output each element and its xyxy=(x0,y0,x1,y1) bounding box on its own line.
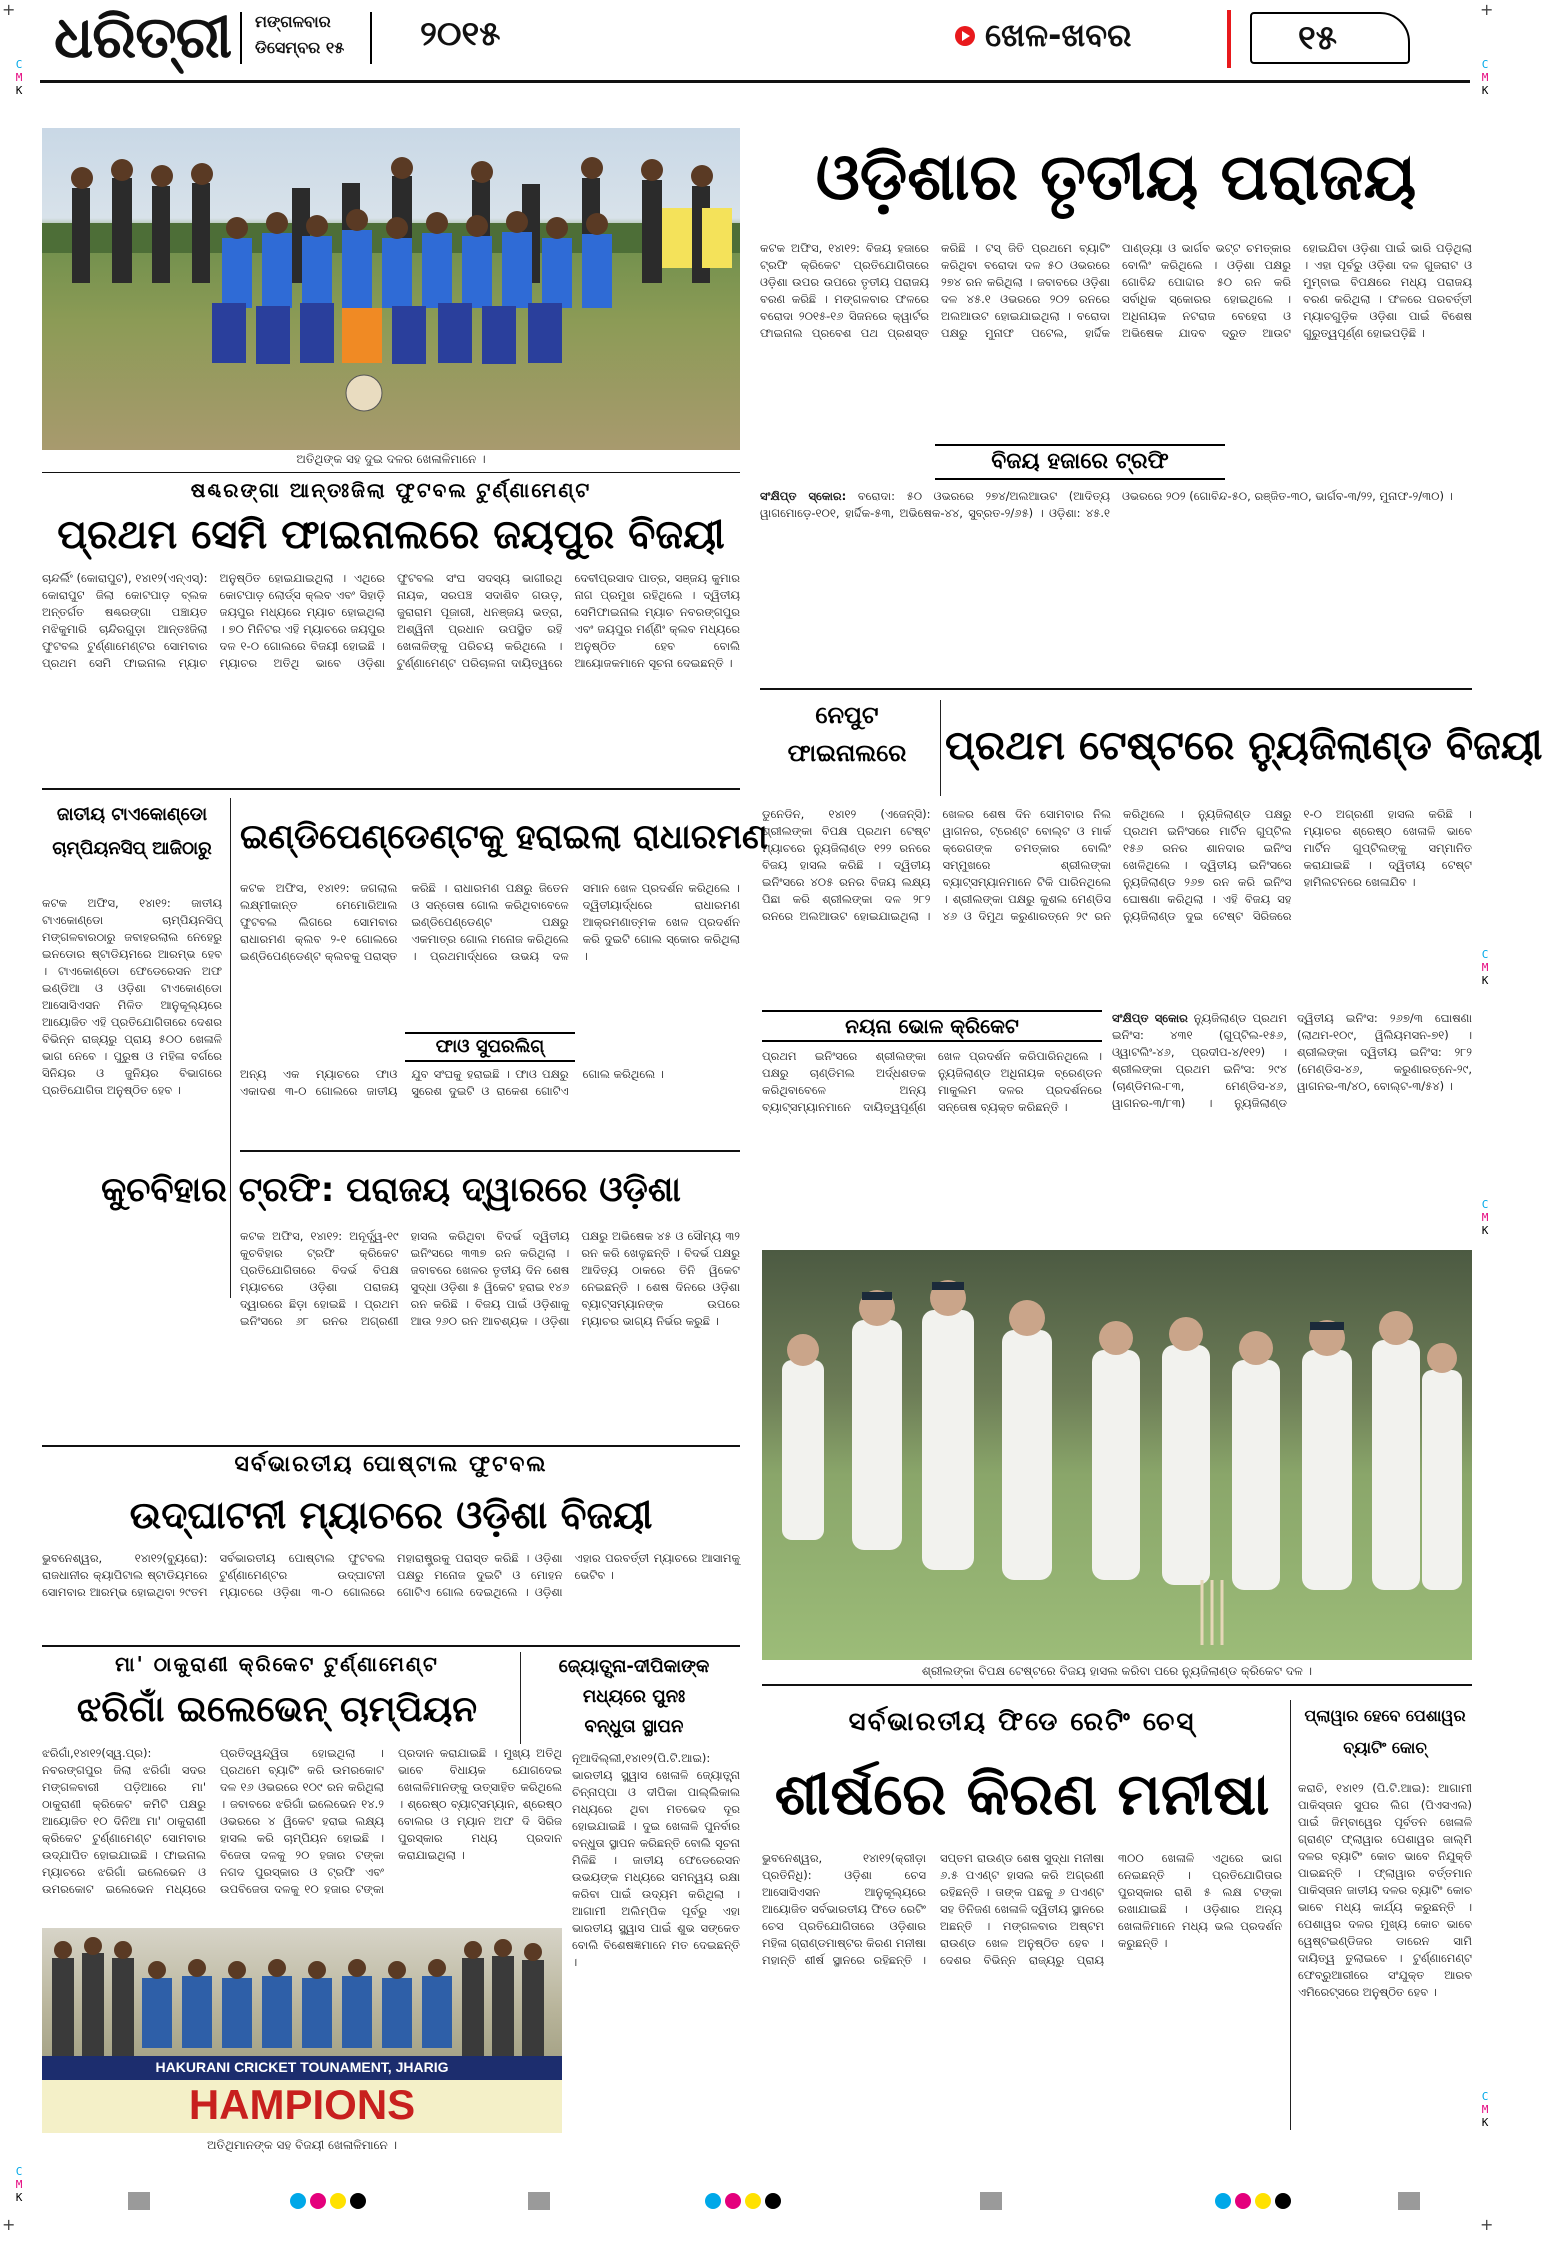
print-color-bar xyxy=(0,2180,1500,2220)
chess-kicker: ସର୍ବଭାରତୀୟ ଫିଡେ ରେଟିଂ ଚେସ୍ xyxy=(848,1707,1196,1737)
magenta-dot xyxy=(310,2193,326,2209)
jharigaon-team-photo xyxy=(42,1928,562,2133)
peshawar-body: କରାଚି, ୧୪ା୧୨ (ପି.ଟି.ଆଇ): ଆଗାମୀ ପାକିସ୍ତାନ ସୁପର ଲିଗ (ପିଏସଏଲ) ପାଇଁ ଜିମ୍ବାୱେର ପୂର୍ବତନ ଖେଳାଳି ଗ୍ରାଣ୍ଟ ଫ୍ଲାୱାର ପେଶାୱର ଜାଲ୍ମି ଦଳର ବ୍ୟାଟିଂ କୋଚ ଭାବେ ନିଯୁକ୍ତି ପାଇଛନ୍ତି । ଫ୍ଲାୱାର ବର୍ତ୍ତମାନ ପାକିସ୍ତାନ ଜାତୀୟ ଦଳର ବ୍ୟାଟିଂ କୋଚ ଭାବେ ମଧ୍ୟ କାର୍ଯ୍ୟ କରୁଛନ୍ତି । ପେଶାୱର ଦଳର ମୁଖ୍ୟ କୋଚ ଭାବେ ୱେଷ୍ଟଇଣ୍ଡିଜର ଡାରେନ ସାମି ଦାୟିତ୍ୱ ତୁଲାଇବେ । ଟୁର୍ଣ୍ଣାମେଣ୍ଟ ଫେବ୍ରୁଆରୀରେ ସଂଯୁକ୍ତ ଆରବ ଏମିରେଟ୍ସରେ ଅନୁଷ୍ଠିତ ହେବ । xyxy=(1298,1781,1472,1999)
odisha-subhead-box xyxy=(935,444,1225,480)
nz-kicker-box xyxy=(762,696,932,796)
jyotsna-kicker-box xyxy=(528,1652,740,1744)
semifinal-body: ଚାନ୍ଦର୍ଲିଂ (କୋରାପୁଟ), ୧୪ା୧୨(ଏନ୍‌ଏସ୍‌): କୋରାପୁଟ ଜିଲା କୋଟପାଡ଼ ବ୍ଲକ ଅନ୍ତର୍ଗତ ଷଣ୍ଢରଙ୍ଗା ପଞ୍ଚାୟତ ମଝିକୁମାରି ଚାନ୍ଦିରଗୁଡ଼ା ଆନ୍ତଃଜିଲା ଫୁଟବଲ ଟୁର୍ଣ୍ଣାମେଣ୍ଟର ସୋମବାର ପ୍ରଥମ ସେମି ଫାଇନାଲ ମ୍ୟାଚ ଅନୁଷ୍ଠିତ ହୋଇଯାଇଥିଲା । ଏଥିରେ କୋଟପାଡ଼ ଲୋର୍ଡ୍‌ସ କ୍ଲବ ଏବଂ ସିହାଡ଼ି ଜୟପୁର ମଧ୍ୟରେ ମ୍ୟାଚ ହୋଇଥିଲା । ୭୦ ମିନିଟର ଏହି ମ୍ୟାଚରେ ଜୟପୁର ଦଳ ୧-୦ ଗୋଲରେ ବିଜୟୀ ହୋଇଛି । ମ୍ୟାଚର ଅତିଥି ଭାବେ ଓଡ଼ିଶା ଫୁଟବଲ ସଂଘ ସଦସ୍ୟ ଭାଗୀରଥି ନାୟକ, ସରପଞ୍ଚ ସଦାଶିବ ଗଉଡ଼, ଜୁରାରାମ ପୂଜାରୀ, ଧନଞ୍ଜୟ ଭତ୍ରା, ଅଶ୍ୱିନୀ ପ୍ରଧାନ ଉପସ୍ଥିତ ରହି ଖେଳାଳିଙ୍କୁ ପରିଚୟ କରିଥିଲେ । ଟୁର୍ଣ୍ଣାମେଣ୍ଟ ପରିଚାଳନା ଦାୟିତ୍ୱରେ ଦେବୀପ୍ରସାଦ ପାତ୍ର, ସଞ୍ଜୟ କୁମାର ନାଗ ପ୍ରମୁଖ ରହିଥିଲେ । ଦ୍ୱିତୀୟ ସେମିଫାଇନାଲ ମ୍ୟାଚ ନବରଙ୍ଗପୁର ଏବଂ ଜୟପୁର ମର୍ଣ୍ଣିଂ କ୍ଲବ ମଧ୍ୟରେ ଅନୁଷ୍ଠିତ ହେବ ବୋଲି ଆୟୋଜକମାନେ ସୂଚନା ଦେଇଛନ୍ତି । xyxy=(42,571,740,670)
postal-kicker: ସର୍ବଭାରତୀୟ ପୋଷ୍ଟାଲ ଫୁଟବଲ xyxy=(234,1452,548,1477)
crop-mark-tl: + xyxy=(2,0,16,19)
odisha-scores xyxy=(760,488,1472,678)
jyotsna-kicker-3: ବନ୍ଧୁତା ସ୍ଥାପନ xyxy=(584,1716,684,1737)
registration-mark-left-bottom: C M K xyxy=(15,2165,23,2204)
nz-body: ଡୁନେଡିନ, ୧୪ା୧୨ (ଏଜେନ୍ସି): ଶ୍ରୀଲଙ୍କା ବିପକ୍ଷ ପ୍ରଥମ ଟେଷ୍ଟ ମ୍ୟାଚରେ ନ୍ୟୁଜିଲାଣ୍ଡ ୧୨୨ ରନରେ ବିଜୟ ହାସଲ କରିଛି । ଦ୍ୱିତୀୟ ଇନିଂସରେ ୪୦୫ ରନର ବିଜୟ ଲକ୍ଷ୍ୟ ପିଛା କରି ଶ୍ରୀଲଙ୍କା ଦଳ ୨୮୨ ରନରେ ଅଲଆଉଟ ହୋଇଯାଇଥିଲା । ଖେଳର ଶେଷ ଦିନ ସୋମବାର ନିଲ ୱାଗନର, ଟ୍ରେଣ୍ଟ ବୋଲ୍ଟ ଓ ମାର୍କ କ୍ରେଗଙ୍କ ଚମତ୍କାର ବୋଲିଂ ସମ୍ମୁଖରେ ଶ୍ରୀଲଙ୍କା ବ୍ୟାଟ୍ସମ୍ୟାନମାନେ ଟିକି ପାରିନଥିଲେ । ଶ୍ରୀଲଙ୍କା ପକ୍ଷରୁ କୁଶଲ ମେଣ୍ଡିସ ୪୬ ଓ ଦିମୁଥ କରୁଣାରତ୍ନେ ୨୯ ରନ କରିଥିଲେ । ନ୍ୟୁଜିଲାଣ୍ଡ ପକ୍ଷରୁ ପ୍ରଥମ ଇନିଂସରେ ମାର୍ଟିନ ଗୁପ୍ଟିଲ ୧୫୬ ରନର ଶାନଦାର ଇନିଂସ ଖେଳିଥିଲେ । ଦ୍ୱିତୀୟ ଇନିଂସରେ ନ୍ୟୁଜିଲାଣ୍ଡ ୨୬୭ ରନ କରି ଇନିଂସ ଘୋଷଣା କରିଥିଲା । ଏହି ବିଜୟ ସହ ନ୍ୟୁଜିଲାଣ୍ଡ ଦୁଇ ଟେଷ୍ଟ ସିରିଜରେ ୧-୦ ଅଗ୍ରଣୀ ହାସଲ କରିଛି । ମ୍ୟାଚର ଶ୍ରେଷ୍ଠ ଖେଳାଳି ଭାବେ ମାର୍ଟିନ ଗୁପ୍ଟିଲଙ୍କୁ ସମ୍ମାନିତ କରାଯାଇଛି । ଦ୍ୱିତୀୟ ଟେଷ୍ଟ ହାମିଲଟନରେ ଖେଳାଯିବ । xyxy=(762,807,1472,923)
cricketers-figures xyxy=(762,1250,1472,1660)
jharigaon-photo-caption: ଅତିଥିମାନଙ୍କ ସହ ବିଜୟୀ ଖେଳାଳିମାନେ । xyxy=(206,2138,398,2152)
masthead-year: ୨୦୧୫ xyxy=(420,14,501,54)
radharaman-body: କଟକ ଅଫିସ, ୧୪ା୧୨: ଜଗଲାଲ ଲକ୍ଷ୍ମୀକାନ୍ତ ମେମୋରିଆଲ ଫୁଟବଲ ଲିଗରେ ସୋମବାର ରାଧାରମଣ କ୍ଲବ ୨-୧ ଗୋଲରେ ଇଣ୍ଡିପେଣ୍ଡେଣ୍ଟ କ୍ଲବକୁ ପରାସ୍ତ କରିଛି । ରାଧାରମଣ ପକ୍ଷରୁ ଜିତେନ ଓ ସନ୍ତୋଷ ଗୋଲ କରିଥିବାବେଳେ ଇଣ୍ଡିପେଣ୍ଡେଣ୍ଟ ପକ୍ଷରୁ ଏକମାତ୍ର ଗୋଲ ମନୋଜ କରିଥିଲେ । ପ୍ରଥମାର୍ଦ୍ଧରେ ଉଭୟ ଦଳ ସମାନ ଖେଳ ପ୍ରଦର୍ଶନ କରିଥିଲେ । ଦ୍ୱିତୀୟାର୍ଦ୍ଧରେ ରାଧାରମଣ ଆକ୍ରମଣାତ୍ମକ ଖେଳ ପ୍ରଦର୍ଶନ କରି ଦୁଇଟି ଗୋଲ ସ୍କୋର କରିଥିଲା । xyxy=(240,881,740,963)
crop-mark-bl: + xyxy=(2,2215,16,2234)
odisha-subhead: ବିଜୟ ହଜାରେ ଟ୍ରଫି xyxy=(991,449,1169,474)
newspaper-logo: ଧରିତ୍ରୀ xyxy=(54,3,232,71)
masthead-rule xyxy=(40,80,1470,83)
nz-subhead-body: ପ୍ରଥମ ଇନିଂସରେ ଶ୍ରୀଲଙ୍କା ପକ୍ଷରୁ ଚାଣ୍ଡିମଲ ଅର୍ଦ୍ଧଶତକ କରିଥିବାବେଳେ ଅନ୍ୟ ବ୍ୟାଟ୍ସମ୍ୟାନମାନେ ଦାୟିତ୍ୱପୂର୍ଣ୍ଣ ଖେଳ ପ୍ରଦର୍ଶନ କରିପାରିନଥିଲେ । ନ୍ୟୁଜିଲାଣ୍ଡ ଅଧିନାୟକ ବ୍ରେଣ୍ଡନ ମାକୁଲମ ଦଳର ପ୍ରଦର୍ଶନରେ ସନ୍ତୋଷ ବ୍ୟକ୍ତ କରିଛନ୍ତି । xyxy=(762,1049,1102,1114)
odisha-scores-label: ସଂକ୍ଷିପ୍ତ ସ୍କୋର: xyxy=(760,489,847,503)
judo-kicker-box xyxy=(42,798,222,888)
radharaman-subhead: ଫାଓ ସୁପରଲିଗ୍ xyxy=(435,1036,545,1057)
masthead xyxy=(40,4,1470,74)
judo-kicker-1: ଜାତୀୟ ଟାଏକୋଣ୍ଡୋ xyxy=(56,804,208,825)
postal-headline: ଉଦ୍‌ଘାଟନୀ ମ୍ୟାଚରେ ଓଡ଼ିଶା ବିଜୟୀ xyxy=(129,1493,653,1537)
chess-headline: ଶୀର୍ଷରେ କିରଣ ମନୀଷା xyxy=(774,1760,1270,1828)
yellow-dot xyxy=(330,2193,346,2209)
nz-scores-text: ନ୍ୟୁଜିଲାଣ୍ଡ ପ୍ରଥମ ଇନିଂସ: ୪୩୧ (ଗୁପ୍ଟିଲ-୧୫୬, ଓ୍ୱାଟଲିଂ-୪୬, ପ୍ରଦୀପ-୪/୧୧୨) । ଶ୍ରୀଲଙ୍କା ପ୍ରଥମ ଇନିଂସ: ୨୯୪ (ଚାଣ୍ଡିମଲ-୮୩, ମେଣ୍ଡିସ-୪୬, ୱାଗନର-୩/୮୩) । ନ୍ୟୁଜିଲାଣ୍ଡ ଦ୍ୱିତୀୟ ଇନିଂସ: ୨୬୭/୩ ଘୋଷଣା (ଲାଥମ-୧୦୯, ୱିଲିୟମସନ-୭୧) । ଶ୍ରୀଲଙ୍କା ଦ୍ୱିତୀୟ ଇନିଂସ: ୨୮୨ (ମେଣ୍ଡିସ-୪୬, କରୁଣାରତ୍ନେ-୨୯, ୱାଗନର-୩/୪୦, ବୋଲ୍ଟ-୩/୫୪) । xyxy=(1112,1011,1472,1110)
radharaman-sub-body: ଅନ୍ୟ ଏକ ମ୍ୟାଚରେ ଫାଓ ଏକାଦଶ ୩-୦ ଗୋଲରେ ଜାତୀୟ ଯୁବ ସଂଘକୁ ହରାଇଛି । ଫାଓ ପକ୍ଷରୁ ସୁରେଶ ଦୁଇଟି ଓ ରାକେଶ ଗୋଟିଏ ଗୋଲ କରିଥିଲେ । xyxy=(240,1067,664,1098)
team-photo-figures xyxy=(42,128,740,450)
black-dot xyxy=(350,2193,366,2209)
nz-subhead-box xyxy=(762,1010,1102,1042)
coochbehar-body: କଟକ ଅଫିସ, ୧୪ା୧୨: ଅନୂର୍ଦ୍ଧ୍ୱ-୧୯ କୁଚବିହାର ଟ୍ରଫି କ୍ରିକେଟ ପ୍ରତିଯୋଗିତାରେ ବିଦର୍ଭ ବିପକ୍ଷ ମ୍ୟାଚରେ ଓଡ଼ିଶା ପରାଜୟ ଦ୍ୱାରରେ ଛିଡ଼ା ହୋଇଛି । ପ୍ରଥମ ଇନିଂସରେ ୬୮ ରନର ଅଗ୍ରଣୀ ହାସଲ କରିଥିବା ବିଦର୍ଭ ଦ୍ୱିତୀୟ ଇନିଂସରେ ୩୩୭ ରନ କରିଥିଲା । ଜବାବରେ ଖେଳର ତୃତୀୟ ଦିନ ଶେଷ ସୁଦ୍ଧା ଓଡ଼ିଶା ୫ ୱିକେଟ ହରାଇ ୧୪୬ ରନ କରିଛି । ବିଜୟ ପାଇଁ ଓଡ଼ିଶାକୁ ଆଉ ୨୬୦ ରନ ଆବଶ୍ୟକ । ଓଡ଼ିଶା ପକ୍ଷରୁ ଅଭିଷେକ ୪୫ ଓ ସୌମ୍ୟ ୩୨ ରନ କରି ଖେଳୁଛନ୍ତି । ବିଦର୍ଭ ପକ୍ଷରୁ ଆଦିତ୍ୟ ଠାକରେ ତିନି ୱିକେଟ ନେଇଛନ୍ତି । ଶେଷ ଦିନରେ ଓଡ଼ିଶା ବ୍ୟାଟ୍ସମ୍ୟାନଙ୍କ ଉପରେ ମ୍ୟାଚର ଭାଗ୍ୟ ନିର୍ଭର କରୁଛି । xyxy=(240,1229,740,1328)
radharaman-subhead-box xyxy=(405,1032,575,1062)
jyotsna-kicker-2: ମଧ୍ୟରେ ପୁନଃ xyxy=(582,1686,686,1707)
postal-body: ଭୁବନେଶ୍ୱର, ୧୪ା୧୨(ବ୍ୟୁରୋ): ରାଜଧାନୀର କ୍ୟାପିଟାଲ ଷ୍ଟାଡିୟମରେ ସୋମବାର ଆରମ୍ଭ ହୋଇଥିବା ୨୯ତମ ସର୍ବଭାରତୀୟ ପୋଷ୍ଟାଲ ଫୁଟବଲ ଟୁର୍ଣ୍ଣାମେଣ୍ଟର ଉଦ୍‌ଘାଟନୀ ମ୍ୟାଚରେ ଓଡ଼ିଶା ୩-୦ ଗୋଲରେ ମହାରାଷ୍ଟ୍ରକୁ ପରାସ୍ତ କରିଛି । ଓଡ଼ିଶା ପକ୍ଷରୁ ମନୋଜ ଦୁଇଟି ଓ ମୋହନ ଗୋଟିଏ ଗୋଲ ଦେଇଥିଲେ । ଓଡ଼ିଶା ଏହାର ପରବର୍ତ୍ତୀ ମ୍ୟାଚରେ ଆସାମକୁ ଭେଟିବ । xyxy=(42,1551,740,1599)
football-team-photo xyxy=(42,128,740,450)
peshawar-kicker-2: ବ୍ୟାଟିଂ କୋଚ୍ xyxy=(1343,1738,1427,1757)
nz-kicker-1: ନେପୁଟ xyxy=(815,701,879,729)
semifinal-headline: ପ୍ରଥମ ସେମି ଫାଇନାଲରେ ଜୟପୁର ବିଜୟୀ xyxy=(57,512,725,558)
registration-mark-left-top: C M K xyxy=(15,58,23,97)
nz-kicker-2: ଫାଇନାଲରେ xyxy=(787,739,907,767)
crop-mark-br: + xyxy=(1480,2215,1494,2234)
semifinal-kicker: ଷଣ୍ଢରଙ୍ଗା ଆନ୍ତଃଜିଲା ଫୁଟବଲ ଟୁର୍ଣ୍ଣାମେଣ୍ଟ xyxy=(190,478,592,502)
registration-mark-right-mid1: C M K xyxy=(1481,948,1489,987)
radharaman-headline: ଇଣ୍ଡିପେଣ୍ଡେଣ୍ଟକୁ ହରାଇଲା ରାଧାରମଣ xyxy=(240,817,768,857)
nz-photo-caption: ଶ୍ରୀଲଙ୍କା ବିପକ୍ଷ ଟେଷ୍ଟରେ ବିଜୟ ହାସଲ କରିବା ପରେ ନ୍ୟୁଜିଲାଣ୍ଡ କ୍ରିକେଟ ଦଳ । xyxy=(921,1664,1313,1678)
masthead-date: ଡିସେମ୍ବର ୧୫ xyxy=(255,38,345,57)
odisha-body: କଟକ ଅଫିସ, ୧୪ା୧୨: ବିଜୟ ହଜାରେ ଟ୍ରଫି କ୍ରିକେଟ ପ୍ରତିଯୋଗିତାରେ ଓଡ଼ିଶା ଉପର ଉପରେ ତୃତୀୟ ପରାଜୟ ବରଣ କରିଛି । ମଙ୍ଗଳବାର ଫଳରେ ବରୋଦା ୨୦୧୫-୧୬ ସିଜନରେ କ୍ୱାର୍ଟର ଫାଇନାଲ ପ୍ରବେଶ ପଥ ପ୍ରଶସ୍ତ କରିଛି । ଟସ୍ ଜିତି ପ୍ରଥମେ ବ୍ୟାଟିଂ କରିଥିବା ବରୋଦା ଦଳ ୫୦ ଓଭରରେ ୨୭୪ ରନ କରିଥିଲା । ଜବାବରେ ଓଡ଼ିଶା ଦଳ ୪୫.୧ ଓଭରରେ ୨୦୨ ରନରେ ଅଲଆଉଟ ହୋଇଯାଇଥିଲା । ବରୋଦା ପକ୍ଷରୁ ମୁନାଫ ପଟେଲ, ହାର୍ଦ୍ଦିକ ପାଣ୍ଡ୍ୟା ଓ ଭାର୍ଗବ ଭଟ୍ଟ ଚମତ୍କାର ବୋଲିଂ କରିଥିଲେ । ଓଡ଼ିଶା ପକ୍ଷରୁ ଗୋବିନ୍ଦ ପୋଦ୍ଦାର ୫୦ ରନ କରି ସର୍ବାଧିକ ସ୍କୋରର ହୋଇଥିଲେ । ଅଧିନାୟକ ନଟରାଜ ବେହେରା ଓ ଅଭିଷେକ ଯାଦବ ଦ୍ରୁତ ଆଉଟ ହୋଇଯିବା ଓଡ଼ିଶା ପାଇଁ ଭାରି ପଡ଼ିଥିଲା । ଏହା ପୂର୍ବରୁ ଓଡ଼ିଶା ଦଳ ଗୁଜରାଟ ଓ ମୁମ୍ବାଇ ବିପକ୍ଷରେ ମଧ୍ୟ ପରାଜୟ ବରଣ କରିଥିଲା । ଫଳରେ ପରବର୍ତ୍ତୀ ମ୍ୟାଚଗୁଡ଼ିକ ଓଡ଼ିଶା ପାଇଁ ବିଶେଷ ଗୁରୁତ୍ୱପୂର୍ଣ୍ଣ ହୋଇପଡ଼ିଛି । xyxy=(760,241,1472,340)
jharigaon-banner-line1: HAKURANI CRICKET TOUNAMENT, JHARIG xyxy=(155,2059,449,2075)
nz-headline: ପ୍ରଥମ ଟେଷ୍ଟରେ ନ୍ୟୁଜିଲାଣ୍ଡ ବିଜୟୀ xyxy=(945,723,1542,769)
chess-body: ଭୁବନେଶ୍ୱର, ୧୪ା୧୨(କ୍ରୀଡ଼ା ପ୍ରତିନିଧି): ଓଡ଼ିଶା ଚେସ ଆସୋସିଏସନ ଆନୁକୂଲ୍ୟରେ ଆୟୋଜିତ ସର୍ବଭାରତୀୟ ଫିଡେ ରେଟିଂ ଚେସ ପ୍ରତିଯୋଗିତାରେ ଓଡ଼ିଶାର ମହିଳା ଗ୍ରାଣ୍ଡମାଷ୍ଟର କିରଣ ମନୀଷା ମହାନ୍ତି ଶୀର୍ଷ ସ୍ଥାନରେ ରହିଛନ୍ତି । ସପ୍ତମ ରାଉଣ୍ଡ ଶେଷ ସୁଦ୍ଧା ମନୀଷା ୬.୫ ପଏଣ୍ଟ ହାସଲ କରି ଅଗ୍ରଣୀ ରହିଛନ୍ତି । ତାଙ୍କ ପଛକୁ ୬ ପଏଣ୍ଟ ସହ ତିନିଜଣ ଖେଳାଳି ଦ୍ୱିତୀୟ ସ୍ଥାନରେ ଅଛନ୍ତି । ମଙ୍ଗଳବାର ଅଷ୍ଟମ ରାଉଣ୍ଡ ଖେଳ ଅନୁଷ୍ଠିତ ହେବ । ଦେଶର ବିଭିନ୍ନ ରାଜ୍ୟରୁ ପ୍ରାୟ ୩୦୦ ଖେଳାଳି ଏଥିରେ ଭାଗ ନେଇଛନ୍ତି । ପ୍ରତିଯୋଗିତାର ପୁରସ୍କାର ରାଶି ୫ ଲକ୍ଷ ଟଙ୍କା ରଖାଯାଇଛି । ଓଡ଼ିଶାର ଅନ୍ୟ ଖେଳାଳିମାନେ ମଧ୍ୟ ଭଲ ପ୍ରଦର୍ଶନ କରୁଛନ୍ତି । xyxy=(762,1851,1282,1967)
nz-scores-label: ସଂକ୍ଷିପ୍ତ ସ୍କୋର xyxy=(1112,1011,1188,1025)
jyotsna-kicker-1: ଜ୍ୟୋତ୍ସ୍ନା-ଦୀପିକାଙ୍କ xyxy=(558,1656,710,1677)
jharigaon-kicker: ମା' ଠାକୁରାଣୀ କ୍ରିକେଟ ଟୁର୍ଣ୍ଣାମେଣ୍ଟ xyxy=(115,1652,439,1676)
odisha-scores-text: ବରୋଦା: ୫୦ ଓଭରରେ ୨୭୪/ଅଲଆଉଟ (ଆଦିତ୍ୟ ୱାଗମୋଡ଼େ-୧୦୧, ହାର୍ଦ୍ଦିକ-୫୩, ଅଭିଷେକ-୪୪, ସୁବ୍ରତ-୨/୬୫) । ଓଡ଼ିଶା: ୪୫.୧ ଓଭରରେ ୨୦୨ (ଗୋବିନ୍ଦ-୫୦, ରଞ୍ଜିତ-୩୦, ଭାର୍ଗବ-୩/୨୨, ମୁନାଫ-୨/୩୦) । xyxy=(760,489,1453,520)
registration-mark-right-bottom: C M K xyxy=(1481,2090,1489,2129)
jharigaon-body: ଝରିଗାଁ,୧୪ା୧୨(ସ୍ୱ.ପ୍ର): ନବରଙ୍ଗପୁର ଜିଲା ଝରିଗାଁ ସଦର ମଙ୍ଗଳବାରୀ ପଡ଼ିଆରେ ମା' ଠାକୁରାଣୀ କ୍ରିକେଟ କମିଟି ପକ୍ଷରୁ ଆୟୋଜିତ ୧୦ ଦିନିଆ ମା' ଠାକୁରାଣୀ କ୍ରିକେଟ ଟୁର୍ଣ୍ଣାମେଣ୍ଟ ସୋମବାର ଉଦ୍‌ଯାପିତ ହୋଇଯାଇଛି । ଫାଇନାଲ ମ୍ୟାଚରେ ଝରିଗାଁ ଇଲେଭେନ ଓ ଉମରକୋଟ ଇଲେଭେନ ମଧ୍ୟରେ ପ୍ରତିଦ୍ୱନ୍ଦ୍ୱିତା ହୋଇଥିଲା । ପ୍ରଥମେ ବ୍ୟାଟିଂ କରି ଉମରକୋଟ ଦଳ ୧୬ ଓଭରରେ ୧୦୯ ରନ କରିଥିଲା । ଜବାବରେ ଝରିଗାଁ ଇଲେଭେନ ୧୪.୨ ଓଭରରେ ୪ ୱିକେଟ ହରାଇ ଲକ୍ଷ୍ୟ ହାସଲ କରି ଚାମ୍ପିୟନ ହୋଇଛି । ବିଜେତା ଦଳକୁ ୨୦ ହଜାର ଟଙ୍କା ନଗଦ ପୁରସ୍କାର ଓ ଟ୍ରଫି ଏବଂ ଉପବିଜେତା ଦଳକୁ ୧୦ ହଜାର ଟଙ୍କା ପ୍ରଦାନ କରାଯାଇଛି । ମୁଖ୍ୟ ଅତିଥି ଭାବେ ବିଧାୟକ ଯୋଗଦେଇ ଖେଳାଳିମାନଙ୍କୁ ଉତ୍ସାହିତ କରିଥିଲେ । ଶ୍ରେଷ୍ଠ ବ୍ୟାଟ୍ସମ୍ୟାନ, ଶ୍ରେଷ୍ଠ ବୋଲର ଓ ମ୍ୟାନ ଅଫ ଦି ସିରିଜ ପୁରସ୍କାର ମଧ୍ୟ ପ୍ରଦାନ କରାଯାଇଥିଲା । xyxy=(42,1746,562,1896)
registration-mark-right-top: C M K xyxy=(1481,58,1489,97)
jharigaon-headline: ଝରିଗାଁ ଇଲେଭେନ୍ ଚାମ୍ପିୟନ xyxy=(76,1689,478,1730)
nz-cricket-photo xyxy=(762,1250,1472,1660)
masthead-day: ମଙ୍ଗଳବାର xyxy=(255,12,331,31)
nz-scores xyxy=(1112,1010,1472,1238)
semifinal-photo-caption: ଅତିଥିଙ୍କ ସହ ଦୁଇ ଦଳର ଖେଳାଳିମାନେ । xyxy=(296,452,486,466)
page-number-tab xyxy=(1250,12,1410,64)
jyotsna-body: ନୂଆଦିଲ୍ଲୀ,୧୪ା୧୨(ପି.ଟି.ଆଇ): ଭାରତୀୟ ସ୍କ୍ୱାସ ଖେଳାଳି ଜ୍ୟୋତ୍ସ୍ନା ଚିନ୍ନାପ୍ପା ଓ ଦୀପିକା ପାଲ୍ଲିକାଲ ମଧ୍ୟରେ ଥିବା ମତଭେଦ ଦୂର ହୋଇଯାଇଛି । ଦୁଇ ଖେଳାଳି ପୁନର୍ବାର ବନ୍ଧୁତା ସ୍ଥାପନ କରିଛନ୍ତି ବୋଲି ସୂଚନା ମିଳିଛି । ଜାତୀୟ ଫେଡେରେସନ ଉଭୟଙ୍କ ମଧ୍ୟରେ ସମନ୍ୱୟ ରକ୍ଷା କରିବା ପାଇଁ ଉଦ୍ୟମ କରିଥିଲା । ଆଗାମୀ ଅଲିମ୍ପିକ ପୂର୍ବରୁ ଏହା ଭାରତୀୟ ସ୍କ୍ୱାସ ପାଇଁ ଶୁଭ ସଙ୍କେତ ବୋଲି ବିଶେଷଜ୍ଞମାନେ ମତ ଦେଇଛନ୍ତି । xyxy=(572,1751,740,1969)
peshawar-kicker-1: ପ୍ଲାୱାର ହେବେ ପେଶାୱର xyxy=(1304,1706,1466,1725)
cyan-dot xyxy=(290,2193,306,2209)
judo-kicker-2: ଚାମ୍ପିୟନସିପ୍ ଆଜିଠାରୁ xyxy=(52,838,212,859)
peshawar-kicker-box xyxy=(1298,1700,1472,1774)
registration-mark-right-mid2: C M K xyxy=(1481,1198,1489,1237)
section-marker-icon xyxy=(955,26,975,46)
crop-mark-tr: + xyxy=(1480,0,1494,19)
judo-body: କଟକ ଅଫିସ, ୧୪ା୧୨: ଜାତୀୟ ଟାଏକୋଣ୍ଡୋ ଚାମ୍ପିୟନସିପ୍ ମଙ୍ଗଳବାରଠାରୁ ଜବାହରଲାଲ ନେହେରୁ ଇନଡୋର ଷ୍ଟାଡିୟମରେ ଆରମ୍ଭ ହେବ । ଟାଏକୋଣ୍ଡୋ ଫେଡେରେସନ ଅଫ ଇଣ୍ଡିଆ ଓ ଓଡ଼ିଶା ଟାଏକୋଣ୍ଡୋ ଆସୋସିଏସନ ମିଳିତ ଆନୁକୂଲ୍ୟରେ ଆୟୋଜିତ ଏହି ପ୍ରତିଯୋଗିତାରେ ଦେଶର ବିଭିନ୍ନ ରାଜ୍ୟରୁ ପ୍ରାୟ ୫୦୦ ଖେଳାଳି ଭାଗ ନେବେ । ପୁରୁଷ ଓ ମହିଳା ବର୍ଗରେ ସିନିୟର ଓ ଜୁନିୟର ବିଭାଗରେ ପ୍ରତିଯୋଗିତା ଅନୁଷ୍ଠିତ ହେବ । xyxy=(42,896,222,1097)
coochbehar-headline: କୁଚବିହାର ଟ୍ରଫି: ପରାଜୟ ଦ୍ୱାରରେ ଓଡ଼ିଶା xyxy=(101,1170,681,1210)
jharigaon-banner-line2: HAMPIONS xyxy=(188,2081,416,2128)
page-number: ୧୫ xyxy=(1298,18,1337,58)
nz-subhead: ନୟନା ଭୋଳ କ୍ରିକେଟ xyxy=(845,1014,1019,1038)
section-title: ଖେଳ-ଖବର xyxy=(985,16,1132,54)
odisha-headline: ଓଡ଼ିଶାର ତୃତୀୟ ପରାଜୟ xyxy=(815,141,1417,215)
